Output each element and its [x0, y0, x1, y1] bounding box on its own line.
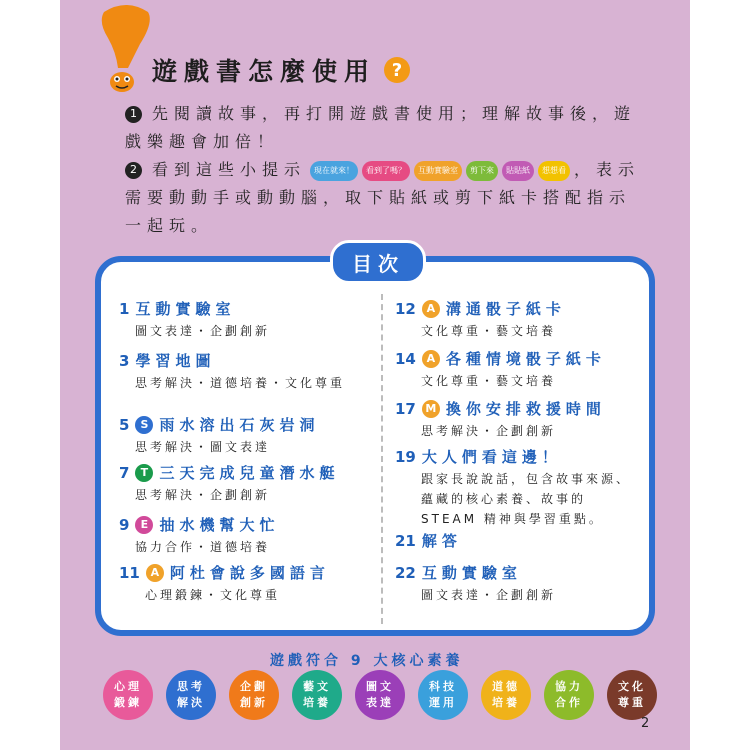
- page-title: 遊戲書怎麼使用: [152, 57, 377, 86]
- toc-title: 目次: [330, 240, 426, 284]
- toc-page-number: 12: [395, 299, 416, 318]
- toc-entry-title: 換你安排救援時間: [445, 400, 606, 418]
- competency-line-2: 培養: [303, 696, 331, 709]
- competency-line-1: 心理: [114, 680, 142, 693]
- instruction-2: [125, 156, 645, 240]
- toc-entry-title: 互動實驗室: [135, 300, 236, 318]
- competency-badge: [607, 670, 657, 720]
- instruction-text-after: ，表示需要動動手或動動腦，取下貼紙或剪下紙卡搭配指示一起玩。: [125, 160, 641, 235]
- instruction-1: [125, 100, 645, 156]
- toc-entry-subtitle: 文化尊重・藝文培養: [421, 374, 557, 388]
- toc-page-number: 9: [119, 515, 130, 534]
- competency-line-2: 表達: [366, 696, 394, 709]
- instruction-text-before: 看到這些小提示: [152, 160, 307, 179]
- sticker-icon: 互動實驗室: [414, 161, 462, 181]
- column-divider: [381, 294, 383, 624]
- toc-entry-title: 溝通骰子紙卡: [445, 300, 566, 318]
- toc-entry: [119, 298, 369, 341]
- competency-line-1: 圖文: [366, 680, 394, 693]
- toc-entry: [395, 562, 645, 605]
- toc-page-number: 22: [395, 563, 416, 582]
- toc-entry-subtitle: 圖文表達・企劃創新: [421, 588, 557, 602]
- toc-page-number: 7: [119, 463, 130, 482]
- toc-entry-title: 互動實驗室: [421, 564, 522, 582]
- competency-badge: [103, 670, 153, 720]
- steam-badge: A: [146, 564, 164, 582]
- toc-entry-title: 抽水機幫大忙: [159, 516, 280, 534]
- toc-entry: [119, 562, 369, 605]
- competency-badge: [355, 670, 405, 720]
- competency-line-1: 道德: [492, 680, 520, 693]
- exclamation-mascot-icon: [96, 4, 156, 96]
- think-icon: 想想看: [538, 161, 570, 181]
- toc-page-number: 3: [119, 351, 130, 370]
- toc-entry-title: 雨水溶出石灰岩洞: [159, 416, 320, 434]
- competency-line-2: 創新: [240, 696, 268, 709]
- competencies-title: 遊戲符合 9 大核心素養: [270, 653, 464, 669]
- competency-line-1: 文化: [618, 680, 646, 693]
- toc-entry-subtitle: 文化尊重・藝文培養: [421, 324, 557, 338]
- competencies-list: [103, 670, 657, 720]
- toc-page-number: 19: [395, 447, 416, 466]
- steam-badge: M: [422, 400, 440, 418]
- toc-entry-subtitle: 思考解決・企劃創新: [135, 488, 271, 502]
- toc-page-number: 1: [119, 299, 130, 318]
- toc-entry: [395, 398, 645, 441]
- toc-page-number: 14: [395, 349, 416, 368]
- toc-entry: [395, 348, 645, 391]
- toc-entry-subtitle: 心理鍛鍊・文化尊重: [145, 588, 281, 602]
- steam-badge: A: [422, 350, 440, 368]
- toc-entry: [395, 530, 645, 551]
- toc-entry-subtitle: 協力合作・道德培養: [135, 540, 271, 554]
- instruction-number: 2: [125, 162, 142, 179]
- steam-badge: S: [135, 416, 153, 434]
- hint-icons: [310, 161, 570, 181]
- challenge-badge-icon: 現在就來！: [310, 161, 358, 181]
- toc-entry: [119, 414, 369, 457]
- competency-line-1: 藝文: [303, 680, 331, 693]
- table-of-contents: [95, 256, 655, 636]
- page-header: [152, 52, 410, 88]
- toc-entry: [119, 350, 369, 393]
- question-badge: ?: [384, 57, 410, 83]
- toc-entry-title: 解答: [421, 532, 462, 550]
- paste-sticker-icon: 貼貼紙: [502, 161, 534, 181]
- cat-question-icon: 看到了嗎？: [362, 161, 410, 181]
- competency-line-2: 合作: [555, 696, 583, 709]
- competency-line-2: 鍛鍊: [114, 696, 142, 709]
- cut-card-icon: 剪下來: [466, 161, 498, 181]
- toc-entry: [119, 462, 369, 505]
- competency-line-1: 科技: [429, 680, 457, 693]
- toc-page-number: 21: [395, 531, 416, 550]
- competency-line-2: 培養: [492, 696, 520, 709]
- competency-badge: [292, 670, 342, 720]
- toc-entry-title: 三天完成兒童潛水艇: [159, 464, 340, 482]
- toc-entry: [395, 298, 645, 341]
- competency-badge: [229, 670, 279, 720]
- competency-line-1: 企劃: [240, 680, 268, 693]
- competency-badge: [481, 670, 531, 720]
- competency-line-2: 解決: [177, 696, 205, 709]
- competency-line-2: 運用: [429, 696, 457, 709]
- toc-entry-title: 學習地圖: [135, 352, 216, 370]
- toc-entry-subtitle: 思考解決・道德培養・文化尊重: [135, 376, 346, 390]
- toc-entry-title: 阿杜會說多國語言: [169, 564, 330, 582]
- toc-page-number: 5: [119, 415, 130, 434]
- toc-entry-title: 各種情境骰子紙卡: [445, 350, 606, 368]
- steam-badge: E: [135, 516, 153, 534]
- toc-entry: [395, 446, 645, 529]
- competency-line-1: 協力: [555, 680, 583, 693]
- toc-entry-title: 大人們看這邊！: [421, 448, 562, 466]
- page-number: 2: [641, 716, 650, 731]
- competency-badge: [166, 670, 216, 720]
- competency-badge: [418, 670, 468, 720]
- toc-entry-subtitle: 跟家長說說話，包含故事來源、蘊藏的核心素養、故事的 STEAM 精神與學習重點。: [421, 472, 632, 526]
- toc-entry-subtitle: 思考解決・企劃創新: [421, 424, 557, 438]
- instruction-number: 1: [125, 106, 142, 123]
- toc-entry: [119, 514, 369, 557]
- steam-badge: T: [135, 464, 153, 482]
- toc-page-number: 17: [395, 399, 416, 418]
- toc-entry-subtitle: 思考解決・圖文表達: [135, 440, 271, 454]
- competency-line-1: 思考: [177, 680, 205, 693]
- toc-entry-subtitle: 圖文表達・企劃創新: [135, 324, 271, 338]
- toc-page-number: 11: [119, 563, 140, 582]
- competency-badge: [544, 670, 594, 720]
- instruction-text: 先閱讀故事，再打開遊戲書使用；理解故事後，遊戲樂趣會加倍！: [125, 104, 637, 151]
- steam-badge: A: [422, 300, 440, 318]
- competency-line-2: 尊重: [618, 696, 646, 709]
